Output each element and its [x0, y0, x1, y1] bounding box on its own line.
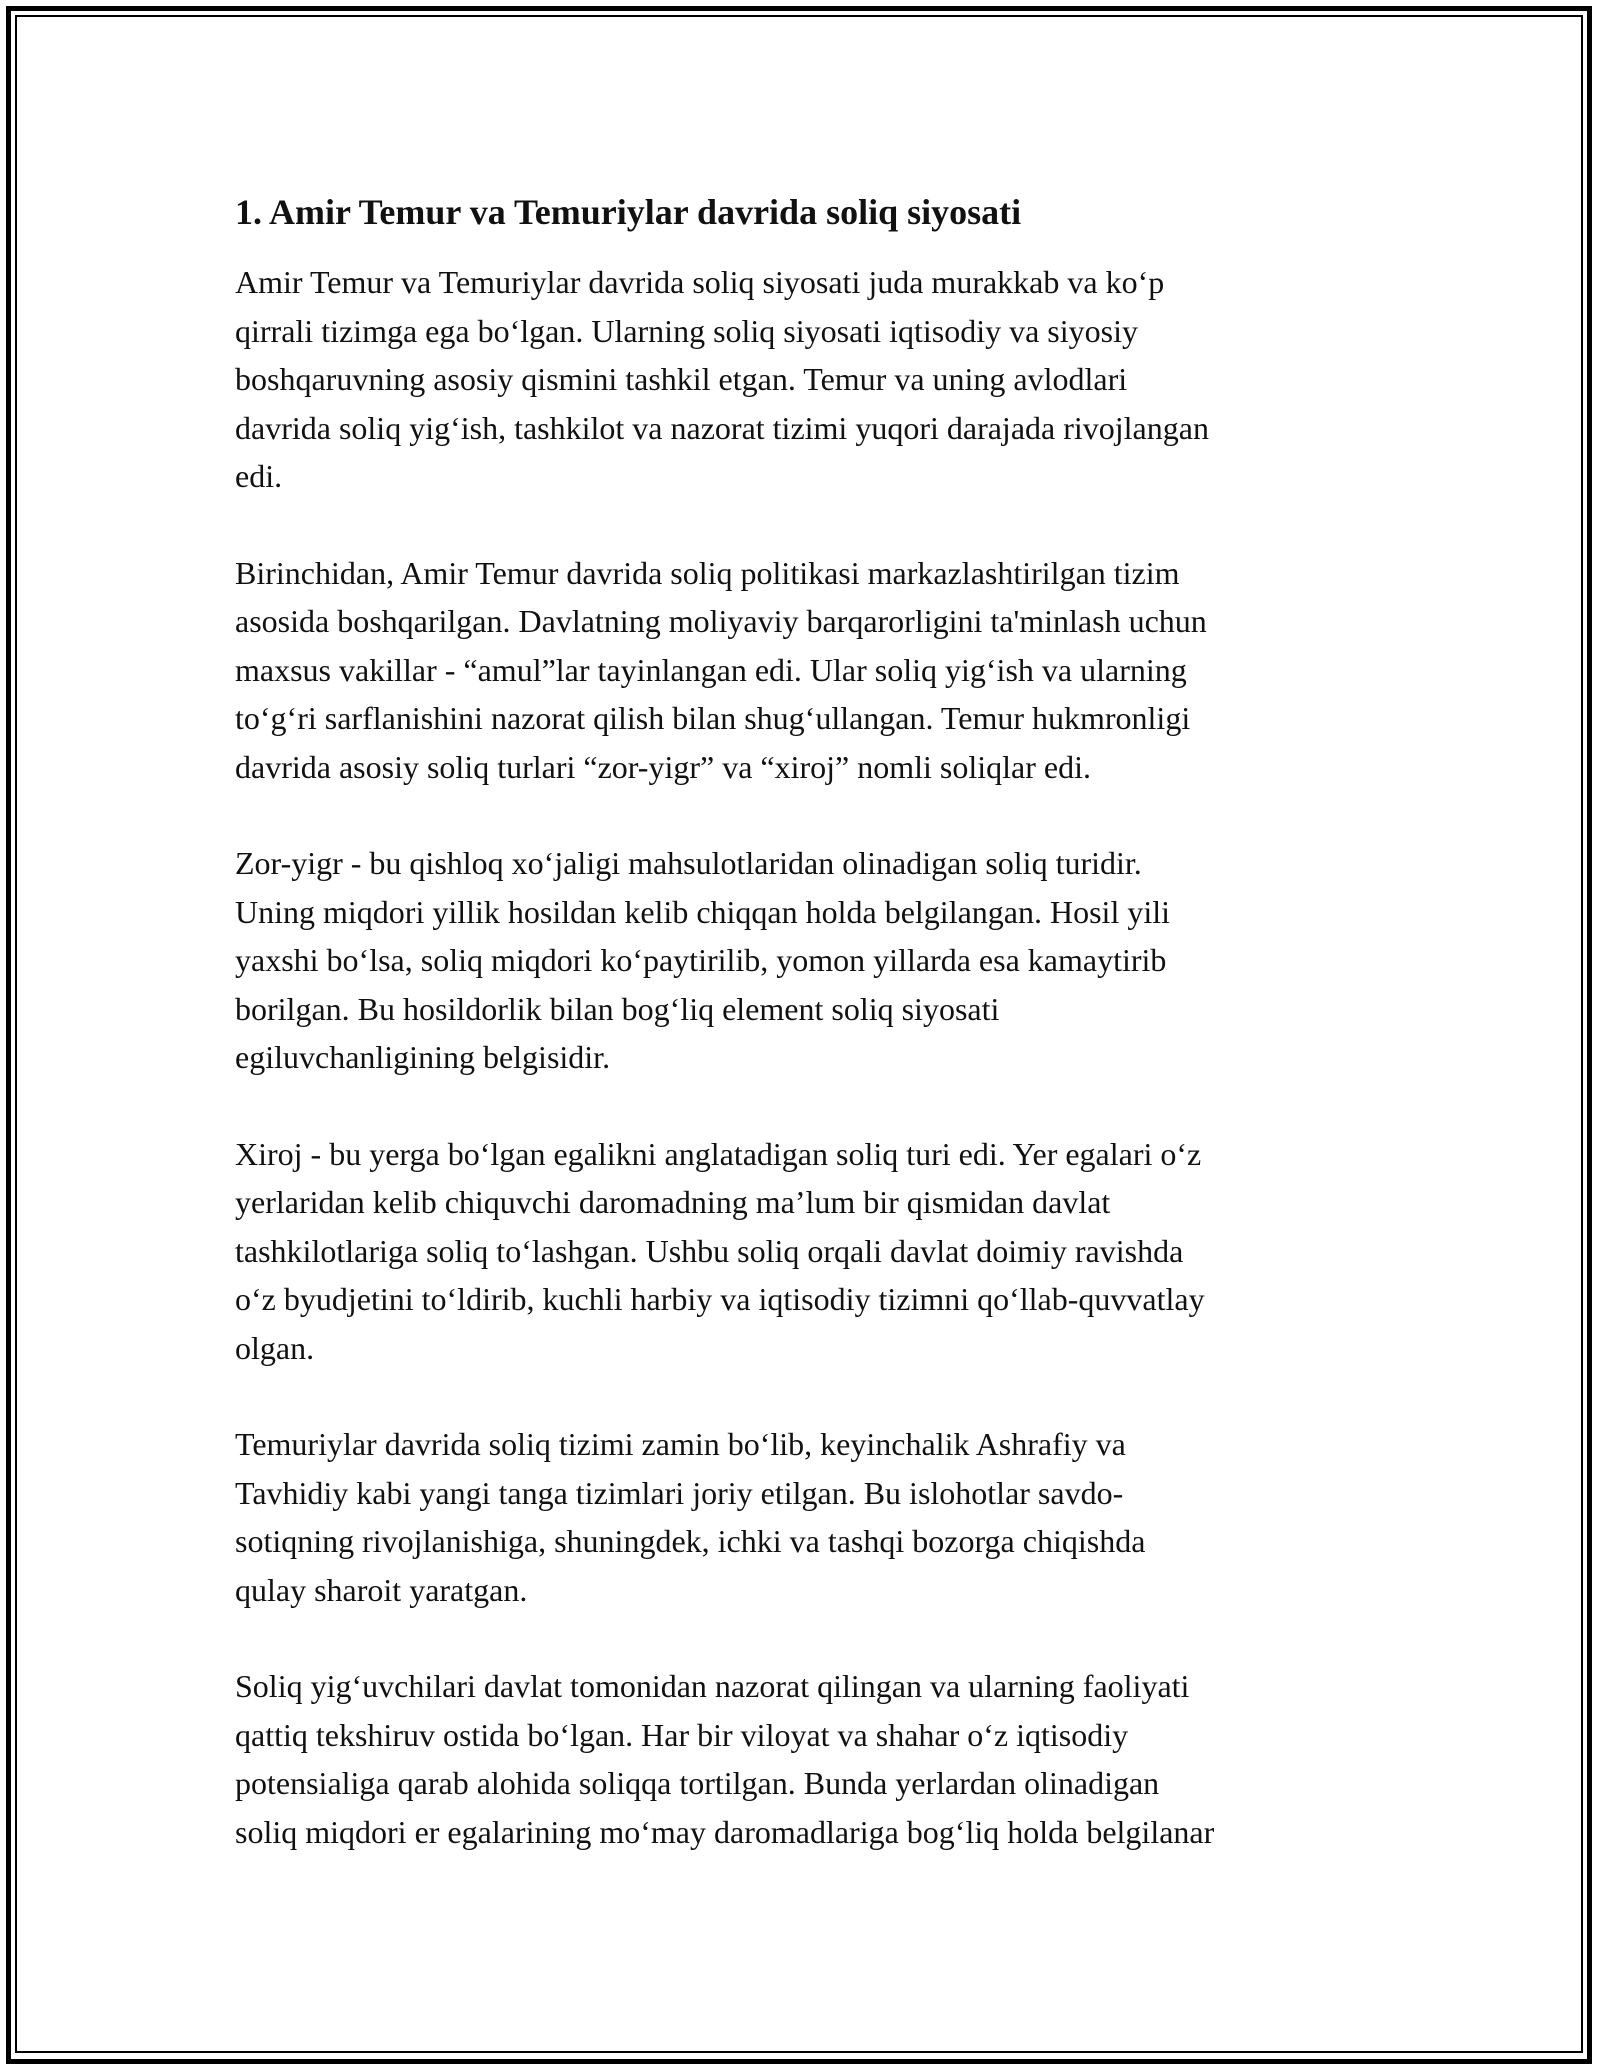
text-line: potensialiga qarab alohida soliqqa tortilgan. Bunda yerlardan olinadigan: [235, 1765, 1160, 1801]
text-line: olgan.: [235, 1329, 315, 1366]
text-line: Birinchidan, Amir Temur davrida soliq politikasi markazlashtirilgan tizim: [235, 554, 1180, 591]
paragraph-1: [235, 258, 1370, 501]
text-line: yaxshi bo‘lsa, soliq miqdori ko‘paytirilib, yomon yillarda esa kamaytirib: [235, 942, 1167, 978]
paragraph-4: [235, 1130, 1370, 1373]
text-line: o‘z byudjetini to‘ldirib, kuchli harbiy va iqtisodiy tizimni qo‘llab-quvvatlay: [235, 1281, 1205, 1317]
text-line: soliq miqdori er egalarining mo‘may daromadlariga bog‘liq holda belgilanar: [235, 1813, 1215, 1850]
text-line: yerlaridan kelib chiquvchi daromadning ma’lum bir qismidan davlat: [235, 1184, 1111, 1220]
text-line: Xiroj - bu yerga bo‘lgan egalikni anglatadigan soliq turi edi. Yer egalari o‘z: [235, 1135, 1202, 1172]
paragraph-2: [235, 549, 1370, 792]
paragraph-6: [235, 1662, 1370, 1856]
text-line: asosida boshqarilgan. Davlatning moliyaviy barqarorligini ta'minlash uchun: [235, 603, 1207, 639]
text-line: tashkilotlariga soliq to‘lashgan. Ushbu soliq orqali davlat doimiy ravishda: [235, 1232, 1184, 1269]
text-line: davrida asosiy soliq turlari “zor-yigr” va “xiroj” nomli soliqlar edi.: [235, 748, 1091, 785]
text-line: edi.: [235, 458, 283, 494]
text-line: Soliq yig‘uvchilari davlat tomonidan nazorat qilingan va ularning faoliyati: [235, 1668, 1190, 1704]
section-heading: 1. Amir Temur va Temuriylar davrida soliq siyosati: [235, 192, 1022, 232]
text-line: Uning miqdori yillik hosildan kelib chiqqan holda belgilangan. Hosil yili: [235, 893, 1170, 930]
text-line: to‘g‘ri sarflanishini nazorat qilish bilan shug‘ullangan. Temur hukmronligi: [235, 700, 1191, 736]
text-line: davrida soliq yig‘ish, tashkilot va nazorat tizimi yuqori darajada rivojlangan: [235, 409, 1209, 446]
text-line: egiluvchanligining belgisidir.: [235, 1039, 611, 1075]
text-line: sotiqning rivojlanishiga, shuningdek, ichki va tashqi bozorga chiqishda: [235, 1523, 1146, 1559]
text-line: qulay sharoit yaratgan.: [235, 1571, 528, 1608]
text-line: qirrali tizimga ega bo‘lgan. Ularning soliq siyosati iqtisodiy va siyosiy: [235, 312, 1138, 349]
text-line: boshqaruvning asosiy qismini tashkil etgan. Temur va uning avlodlari: [235, 361, 1128, 397]
document-body: [235, 188, 1370, 1856]
text-line: Zor-yigr - bu qishloq xo‘jaligi mahsulotlaridan olinadigan soliq turidir.: [235, 845, 1142, 881]
paragraph-3: [235, 839, 1370, 1082]
text-line: Amir Temur va Temuriylar davrida soliq siyosati juda murakkab va ko‘p: [235, 264, 1165, 300]
paragraph-5: [235, 1420, 1370, 1614]
text-line: Temuriylar davrida soliq tizimi zamin bo‘lib, keyinchalik Ashrafiy va: [235, 1426, 1126, 1462]
text-line: Tavhidiy kabi yangi tanga tizimlari joriy etilgan. Bu islohotlar savdo-: [235, 1474, 1124, 1511]
text-line: maxsus vakillar - “amul”lar tayinlangan edi. Ular soliq yig‘ish va ularning: [235, 651, 1187, 688]
text-line: qattiq tekshiruv ostida bo‘lgan. Har bir viloyat va shahar o‘z iqtisodiy: [235, 1716, 1129, 1753]
text-line: borilgan. Bu hosildorlik bilan bog‘liq element soliq siyosati: [235, 990, 1000, 1027]
